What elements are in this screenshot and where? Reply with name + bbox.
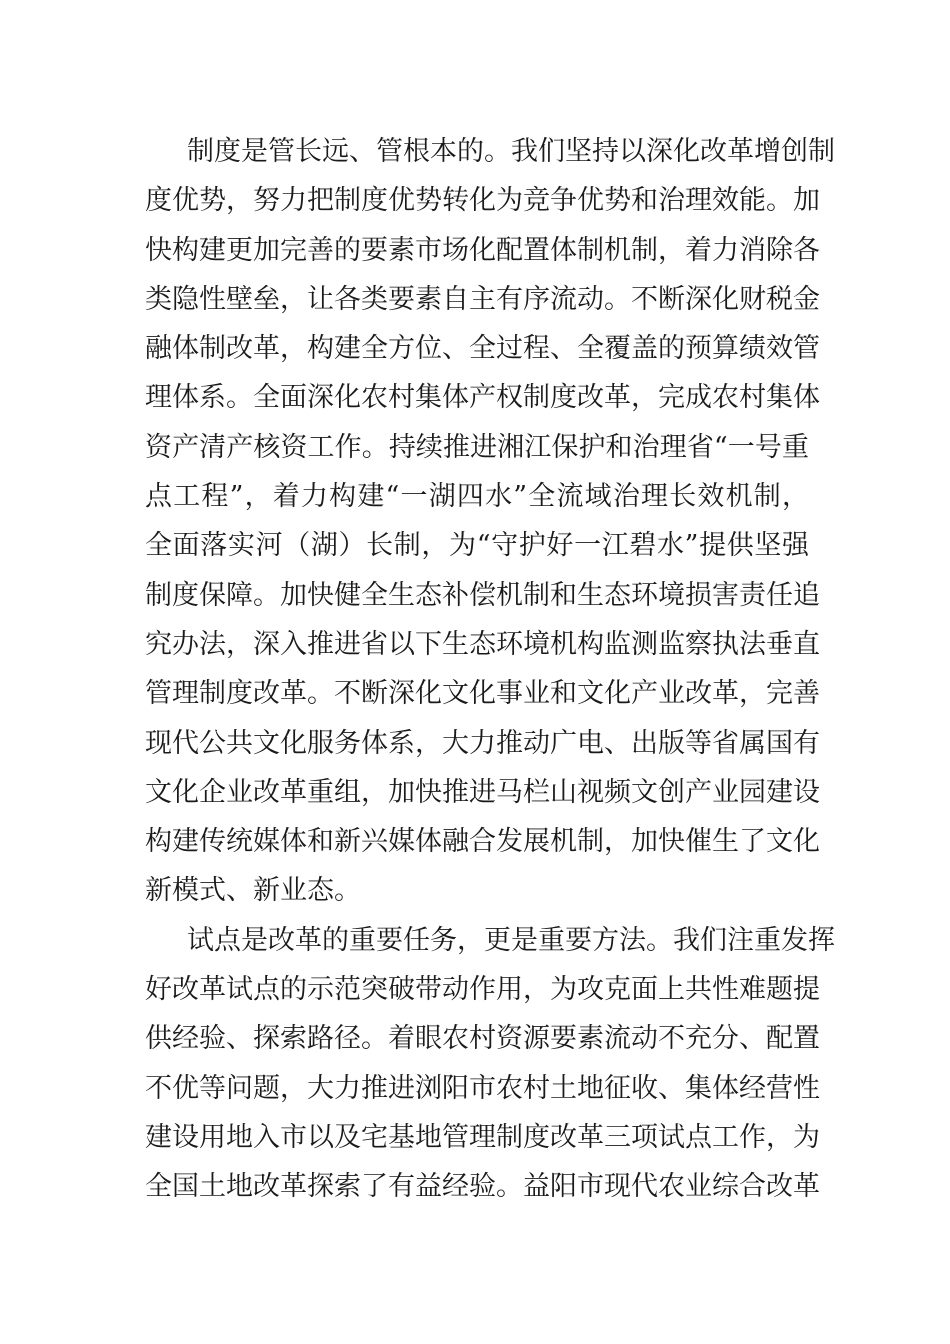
paragraph-line: 制度是管长远、管根本的。我们坚持以深化改革增创制 [187, 136, 835, 167]
paragraph-line: 快构建更加完善的要素市场化配置体制机制，着力消除各 [145, 234, 820, 266]
paragraph-line: 构建传统媒体和新兴媒体融合发展机制，加快催生了文化 [145, 826, 820, 858]
paragraph-line: 度优势，努力把制度优势转化为竞争优势和治理效能。加 [145, 185, 820, 217]
paragraph-line: 现代公共文化服务体系，大力推动广电、出版等省属国有 [145, 727, 820, 759]
paragraph-line: 好改革试点的示范突破带动作用，为攻克面上共性难题提 [145, 974, 820, 1006]
document-body [145, 127, 835, 1212]
paragraph-line: 全国土地改革探索了有益经验。益阳市现代农业综合改革 [145, 1171, 820, 1203]
paragraph-2 [145, 916, 835, 1212]
paragraph-line: 供经验、探索路径。着眼农村资源要素流动不充分、配置 [145, 1023, 820, 1055]
paragraph-line: 试点是改革的重要任务，更是重要方法。我们注重发挥 [187, 924, 835, 956]
paragraph-line: 理体系。全面深化农村集体产权制度改革，完成农村集体 [145, 382, 820, 414]
paragraph-line: 文化企业改革重组，加快推进马栏山视频文创产业园建设 [145, 776, 820, 808]
paragraph-line: 融体制改革，构建全方位、全过程、全覆盖的预算绩效管 [145, 333, 820, 365]
paragraph-line: 资产清产核资工作。持续推进湘江保护和治理省“一号重 [145, 431, 809, 463]
paragraph-line: 新模式、新业态。 [145, 875, 361, 907]
paragraph-line: 管理制度改革。不断深化文化事业和文化产业改革，完善 [145, 678, 820, 710]
paragraph-line: 建设用地入市以及宅基地管理制度改革三项试点工作，为 [145, 1121, 820, 1153]
paragraph-line: 制度保障。加快健全生态补偿机制和生态环境损害责任追 [145, 579, 820, 611]
paragraph-1 [145, 127, 835, 916]
paragraph-line: 不优等问题，大力推进浏阳市农村土地征收、集体经营性 [145, 1072, 820, 1104]
paragraph-line: 全面落实河（湖）长制，为“守护好一江碧水”提供坚强 [145, 530, 809, 562]
paragraph-line: 类隐性壁垒，让各类要素自主有序流动。不断深化财税金 [145, 283, 820, 315]
paragraph-line: 点工程”，着力构建“一湖四水”全流域治理长效机制， [145, 481, 809, 513]
paragraph-line: 究办法，深入推进省以下生态环境机构监测监察执法垂直 [145, 628, 820, 660]
